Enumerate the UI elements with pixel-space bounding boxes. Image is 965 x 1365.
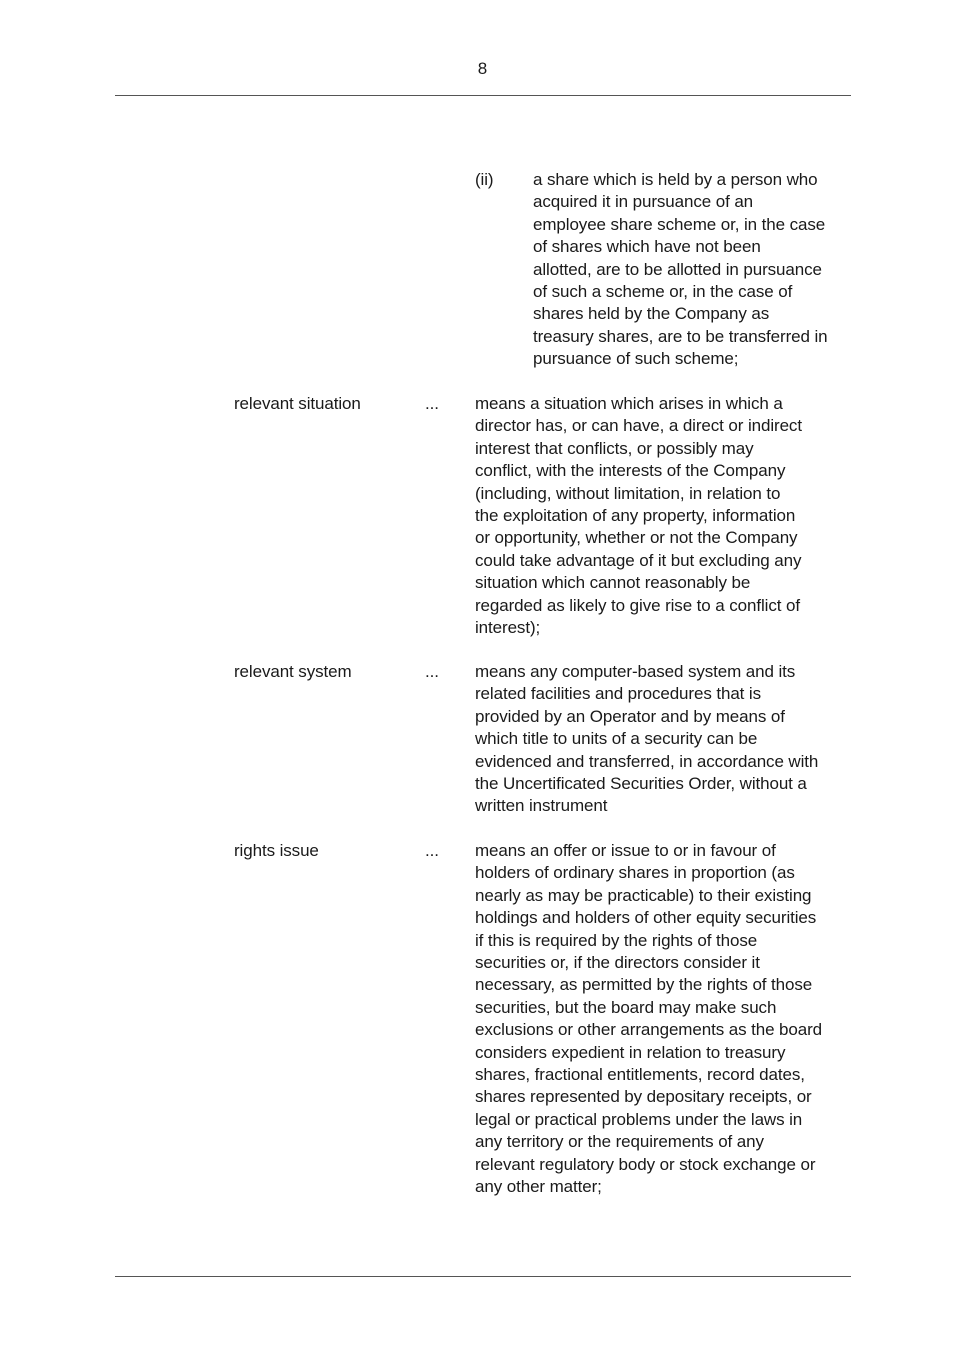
text-line: legal or practical problems under the laws in [475, 1109, 803, 1129]
text-line: securities, but the board may make such [475, 997, 777, 1017]
header-divider [115, 95, 851, 96]
text-line: relevant regulatory body or stock exchange or [475, 1154, 816, 1174]
text-line: holders of ordinary shares in proportion (as [475, 863, 795, 883]
text-line: considers expedient in relation to treasury [475, 1042, 786, 1062]
subitem-text [533, 169, 843, 371]
text-line: situation which cannot reasonably be [475, 573, 751, 593]
page-number: 8 [477, 59, 488, 78]
text-line: related facilities and procedures that is [475, 684, 762, 704]
text-line: means any computer-based system and its [475, 662, 796, 681]
text-line: necessary, as permitted by the rights of those [475, 975, 813, 995]
text-line: acquired it in pursuance of an [533, 192, 754, 212]
text-line: (including, without limitation, in relation to [475, 483, 781, 503]
text-line: pursuance of such scheme; [533, 349, 739, 369]
text-line: interest that conflicts, or possibly may [475, 438, 754, 458]
text-line: any other matter; [475, 1177, 602, 1197]
text-line: conflict, with the interests of the Company [475, 461, 786, 481]
text-line: shares represented by depositary receipts, or [475, 1087, 812, 1107]
text-line: evidenced and transferred, in accordance with [475, 751, 819, 771]
definition-text [475, 661, 845, 818]
definition-term: relevant system [234, 662, 352, 681]
text-line: means a situation which arises in which a [475, 394, 783, 413]
text-line: of such a scheme or, in the case of [533, 282, 793, 302]
text-line: shares, fractional entitlements, record dates, [475, 1065, 805, 1085]
definition-separator: ... [425, 662, 439, 681]
text-line: exclusions or other arrangements as the board [475, 1020, 823, 1040]
text-line: provided by an Operator and by means of [475, 706, 785, 726]
text-line: a share which is held by a person who [533, 170, 818, 189]
text-line: director has, or can have, a direct or indirect [475, 416, 802, 436]
text-line: could take advantage of it but excluding any [475, 550, 802, 570]
text-line: any territory or the requirements of any [475, 1132, 764, 1152]
text-line: the Uncertificated Securities Order, without a [475, 774, 807, 794]
text-line: written instrument [475, 796, 608, 816]
text-line: holdings and holders of other equity securities [475, 908, 817, 928]
text-line: interest); [475, 618, 541, 638]
footer-divider [115, 1276, 851, 1277]
definition-text [475, 393, 845, 639]
definition-term: relevant situation [234, 394, 361, 413]
definition-term: rights issue [234, 841, 319, 860]
text-line: shares held by the Company as [533, 304, 770, 324]
definition-text [475, 840, 845, 1199]
text-line: allotted, are to be allotted in pursuance [533, 259, 822, 279]
text-line: nearly as may be practicable) to their existing [475, 885, 812, 905]
text-line: employee share scheme or, in the case [533, 214, 826, 234]
text-line: if this is required by the rights of those [475, 930, 758, 950]
definition-separator: ... [425, 394, 439, 413]
text-line: securities or, if the directors consider it [475, 953, 760, 973]
subitem-number: (ii) [475, 170, 494, 189]
definition-separator: ... [425, 841, 439, 860]
text-line: the exploitation of any property, information [475, 506, 796, 526]
text-line: which title to units of a security can be [475, 729, 758, 749]
text-line: of shares which have not been [533, 237, 761, 257]
text-line: treasury shares, are to be transferred in [533, 326, 828, 346]
text-line: means an offer or issue to or in favour of [475, 841, 776, 860]
text-line: regarded as likely to give rise to a conflict of [475, 595, 800, 615]
text-line: or opportunity, whether or not the Company [475, 528, 798, 548]
